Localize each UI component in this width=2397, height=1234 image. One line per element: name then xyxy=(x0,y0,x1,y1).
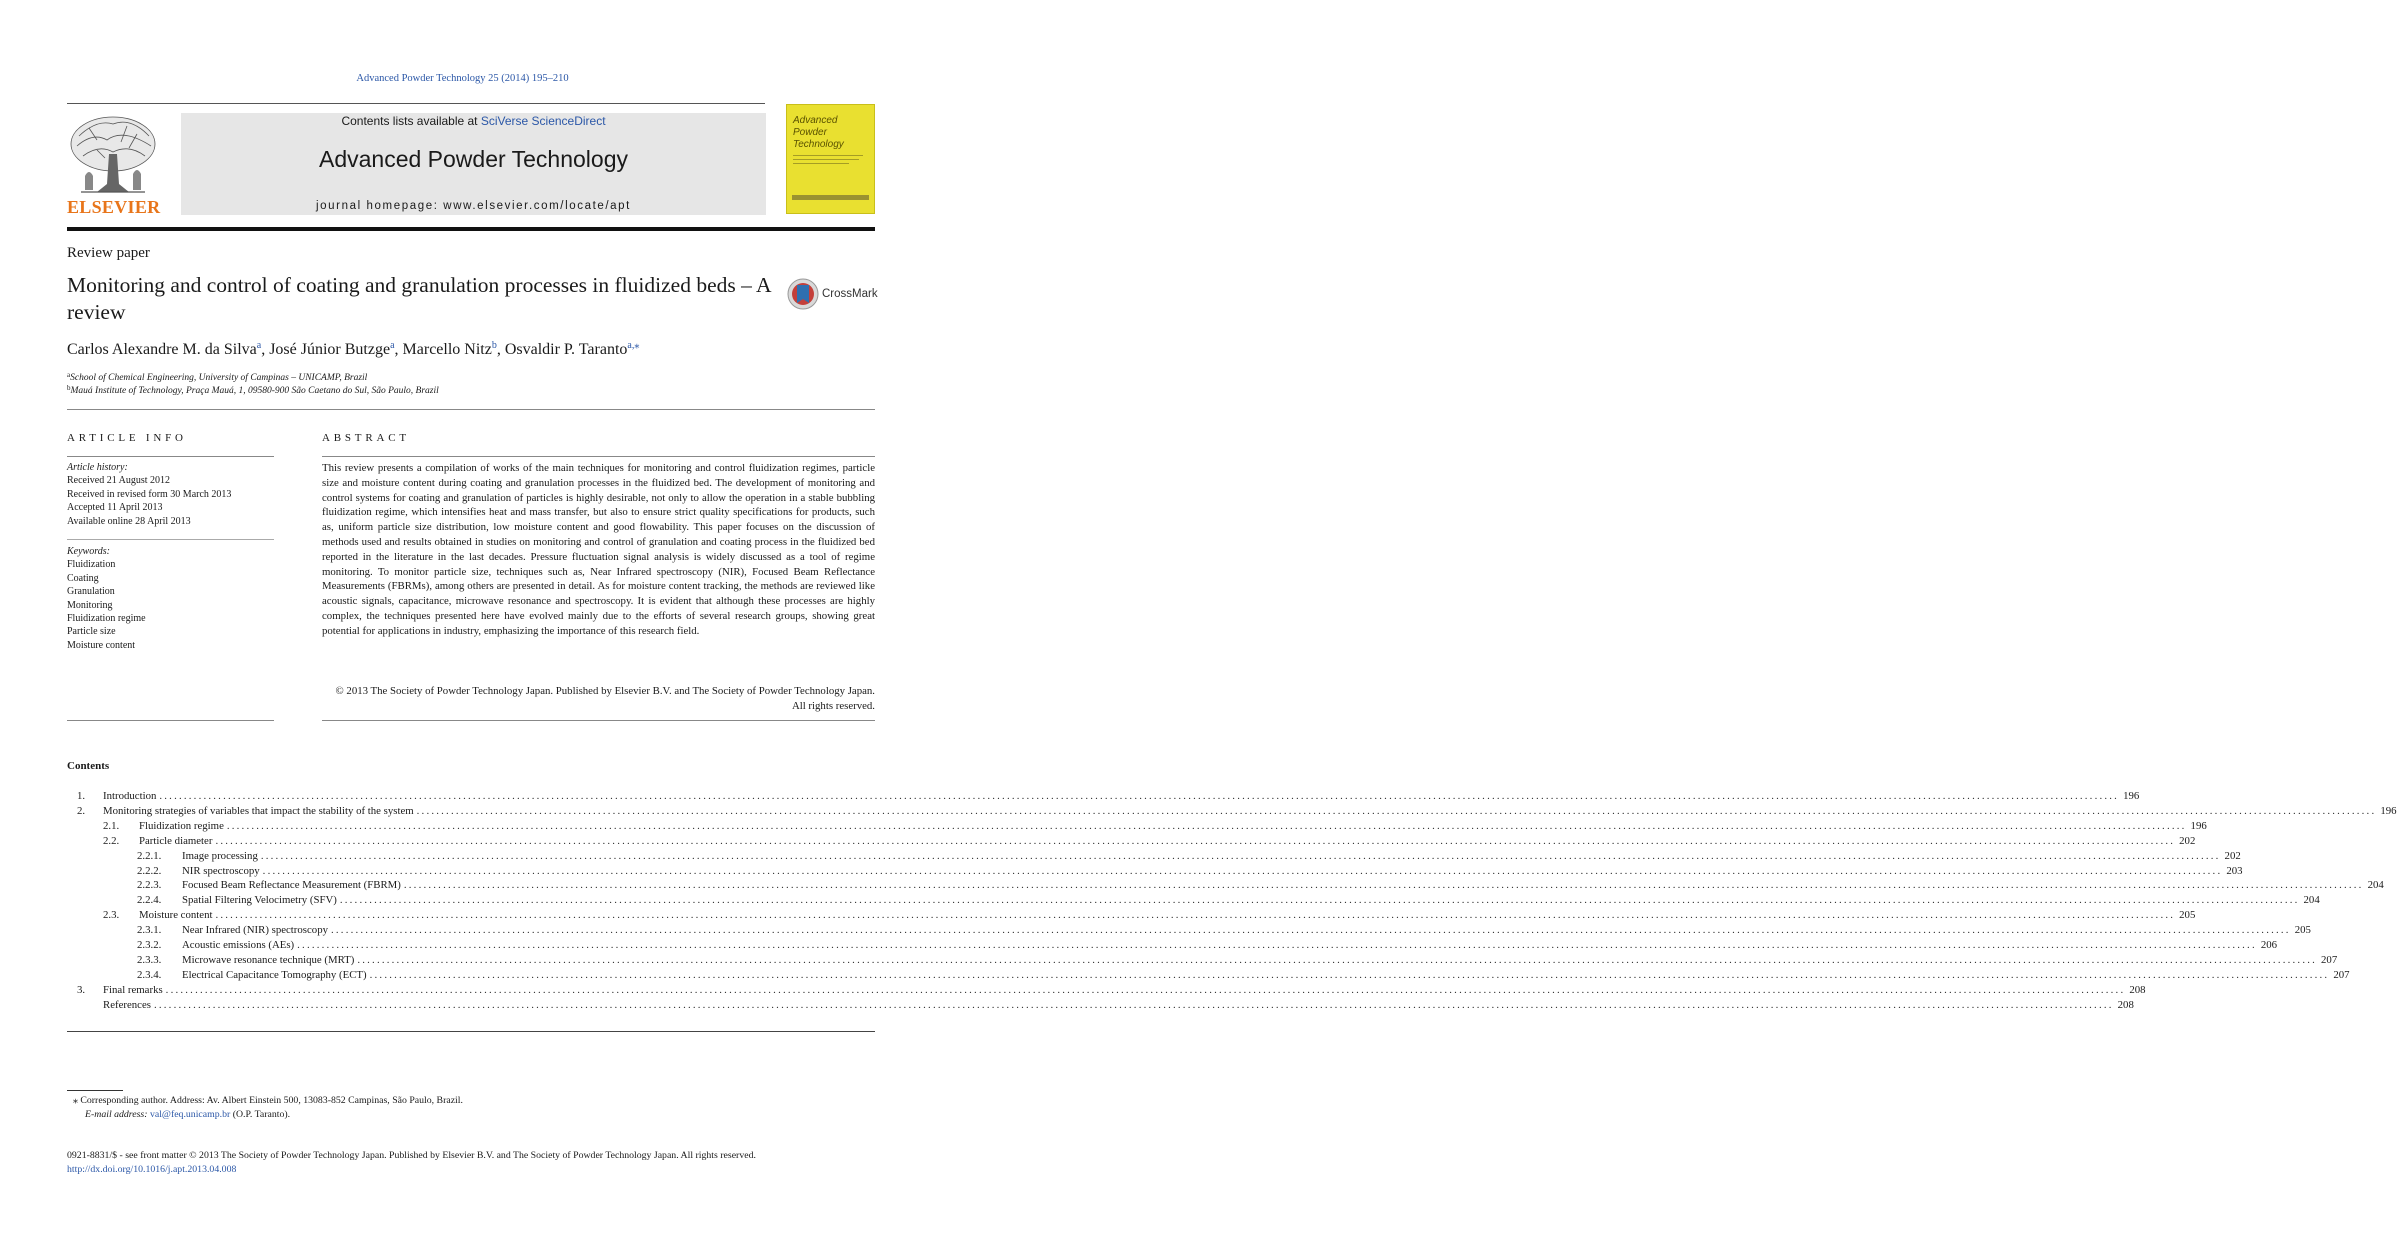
toc-entry-number: 2.3.3. xyxy=(137,953,162,966)
toc-entry-page[interactable]: 202 xyxy=(2179,834,2196,847)
author-affil-marker[interactable]: a xyxy=(390,340,395,351)
corresponding-author-footnote xyxy=(67,1094,487,1121)
author-name[interactable]: Osvaldir P. Taranto xyxy=(504,341,628,358)
toc-entry-number: 2.3.4. xyxy=(137,968,162,981)
keyword: Moisture content xyxy=(67,639,136,651)
footnote-rule xyxy=(67,1090,123,1091)
email-label: E-mail address: xyxy=(85,1108,148,1120)
toc-entry-title[interactable]: Fluidization regime xyxy=(139,819,227,834)
affiliation-text: Mauá Institute of Technology, Praça Mauá, 1, 09580-900 São Caetano do Sul, São Paulo, Brazil xyxy=(70,386,439,396)
toc-entry-title[interactable]: Acoustic emissions (AEs) xyxy=(182,938,297,953)
toc-leader-dots: ................................................................................................................................................................................................................................................................................................................................................................................................................ xyxy=(369,968,2330,981)
toc-entry-number: 2.2.4. xyxy=(137,894,162,907)
toc-entry-number: 2.2. xyxy=(103,834,120,847)
toc-leader-dots: ................................................................................................................................................................................................................................................................................................................................................................................................................ xyxy=(339,894,2300,907)
toc-entry-number: 2.3. xyxy=(103,909,120,922)
toc-entry-number: 2.1. xyxy=(103,819,120,832)
contents-available-line xyxy=(181,114,766,128)
keywords xyxy=(67,545,274,652)
crossmark-label[interactable]: CrossMark xyxy=(822,288,878,300)
toc-entry-number: 2.2.1. xyxy=(137,849,162,862)
toc-entry-number: 3. xyxy=(77,983,86,996)
toc-entry-page[interactable]: 207 xyxy=(2333,968,2350,981)
email-suffix: (O.P. Taranto). xyxy=(232,1108,291,1120)
toc-entry[interactable] xyxy=(137,864,2243,879)
toc-entry-title[interactable]: Monitoring strategies of variables that impact the stability of the system xyxy=(103,804,417,819)
abstract-copyright: © 2013 The Society of Powder Technology Japan. Published by Elsevier B.V. and The Society of Powder Technology Japan. All rights reserved. xyxy=(335,685,875,712)
abstract-rule xyxy=(322,456,875,457)
journal-cover-thumbnail xyxy=(786,104,875,214)
header-rule xyxy=(67,103,765,104)
toc-entry-page[interactable]: 203 xyxy=(2226,864,2243,877)
toc-leader-dots: ................................................................................................................................................................................................................................................................................................................................................................................................................ xyxy=(297,939,2257,951)
toc-entry-number: 2.2.3. xyxy=(137,879,162,892)
toc-leader-dots: ................................................................................................................................................................................................................................................................................................................................................................................................................ xyxy=(403,879,2364,892)
keyword: Coating xyxy=(67,572,99,584)
keyword: Fluidization xyxy=(67,559,116,571)
elsevier-logo-text: ELSEVIER xyxy=(67,197,161,217)
toc-entry-title[interactable]: Near Infrared (NIR) spectroscopy xyxy=(182,923,331,938)
affiliation-text: School of Chemical Engineering, University of Campinas – UNICAMP, Brazil xyxy=(70,373,368,383)
abstract-text: This review presents a compilation of works of the main techniques for monitoring and control fluidization regimes, particle size and moisture content during coating and granulation processes in the fluidized bed. The development of monitoring and control systems for coating and granulation of particles is highly desirable, not only to allow the operation in a stable bubbling fluidization regime, which intensifies heat and mass transfer, but also to ensure strict quality specifications for products, such as, uniform particle size distribution, low moisture content and good flowability. This paper focuses on the discussion of methods used and results obtained in studies on monitoring and control of granulation and coating process in the fluidized bed reported in the literature in the last decades. Pressure fluctuation signal analysis is widely discussed as a tool of regime monitoring. To monitor particle size, techniques such as, Near Infrared spectroscopy (NIR), Focused Beam Reflectance Measurements (FBRMs), among others are presented in detail. As for moisture content tracking, the methods are reviewed like acoustic signals, capacitance, microwave resonance and spectroscopy. It is evident that although these processes are highly complex, the techniques presented here have evolved mainly due to the efforts of several research groups, showing great potential for applications in industry, emphasizing the importance of this research field. xyxy=(322,462,875,637)
toc-entry[interactable] xyxy=(103,908,2196,923)
email-line xyxy=(67,1108,487,1122)
header-thick-rule xyxy=(67,227,875,231)
toc-entry[interactable] xyxy=(77,804,2397,819)
toc-entry[interactable] xyxy=(77,789,2140,804)
toc-entry-title[interactable]: Electrical Capacitance Tomography (ECT) xyxy=(182,968,370,983)
cover-text-line xyxy=(793,155,863,156)
paper-title: Monitoring and control of coating and granulation processes in fluidized beds – A review xyxy=(67,273,771,324)
affiliation-marker: b xyxy=(67,384,71,392)
cover-text-line xyxy=(793,163,849,164)
toc-leader-dots: ................................................................................................................................................................................................................................................................................................................................................................................................................ xyxy=(260,849,2221,862)
toc-entry-page[interactable]: 204 xyxy=(2303,894,2320,907)
article-info-rule xyxy=(67,456,274,457)
cover-bottom-bar xyxy=(792,195,869,200)
journal-homepage-link[interactable]: journal homepage: www.elsevier.com/locate/apt xyxy=(316,200,631,212)
contents-bottom-rule xyxy=(67,1031,875,1032)
history-entry: Accepted 11 April 2013 xyxy=(67,502,163,514)
email-link[interactable]: val@feq.unicamp.br xyxy=(149,1108,231,1120)
heading-divider xyxy=(67,409,875,410)
toc-entry-page[interactable]: 205 xyxy=(2294,924,2311,937)
toc-leader-dots: ................................................................................................................................................................................................................................................................................................................................................................................................................ xyxy=(357,953,2318,966)
toc-entry[interactable] xyxy=(137,893,2320,908)
toc-entry[interactable] xyxy=(137,968,2350,983)
cover-title-line: Powder xyxy=(793,127,827,138)
toc-entry-title[interactable]: References xyxy=(103,998,154,1013)
toc-leader-dots: ................................................................................................................................................................................................................................................................................................................................................................................................................ xyxy=(215,834,2176,847)
toc-leader-dots: ................................................................................................................................................................................................................................................................................................................................................................................................................ xyxy=(262,864,2223,877)
article-info-bottom-rule xyxy=(67,720,274,721)
history-entry: Received 21 August 2012 xyxy=(67,475,171,487)
footnote-marker: ⁎ xyxy=(73,1095,78,1106)
toc-leader-dots: ................................................................................................................................................................................................................................................................................................................................................................................................................ xyxy=(215,909,2176,922)
toc-leader-dots: ................................................................................................................................................................................................................................................................................................................................................................................................................ xyxy=(331,924,2291,937)
toc-entry-page[interactable]: 208 xyxy=(2129,983,2146,996)
toc-entry-number: 2. xyxy=(77,804,86,817)
author-list: Carlos Alexandre M. da Silva$^a$, José Júnior Butzge$^a$, Marcello Nitz$^b$, Osvaldir P. Taranto$^{a,⁎}$ xyxy=(67,340,640,358)
toc-entry-title[interactable]: Final remarks xyxy=(103,983,166,998)
toc-entry[interactable] xyxy=(137,878,2384,893)
toc-entry[interactable] xyxy=(137,953,2338,968)
keyword: Granulation xyxy=(67,586,115,598)
toc-entry-page[interactable]: 202 xyxy=(2224,849,2241,862)
affiliation-marker: a xyxy=(67,371,71,379)
toc-entry-page[interactable]: 196 xyxy=(2380,804,2397,817)
journal-title: Advanced Powder Technology xyxy=(318,146,628,172)
author-name[interactable]: José Júnior Butzge xyxy=(269,341,391,358)
toc-entry-page[interactable]: 207 xyxy=(2321,953,2338,966)
toc-entry[interactable] xyxy=(137,923,2311,938)
keywords-label: Keywords: xyxy=(67,546,110,557)
article-info-divider xyxy=(67,539,274,540)
toc-leader-dots: ................................................................................................................................................................................................................................................................................................................................................................................................................ xyxy=(165,983,2126,996)
toc-entry-title[interactable]: NIR spectroscopy xyxy=(182,864,263,879)
toc-entry-page[interactable]: 196 xyxy=(2123,790,2140,802)
toc-entry-page[interactable]: 208 xyxy=(2117,998,2134,1011)
keyword: Fluidization regime xyxy=(67,613,146,625)
cover-title xyxy=(793,115,844,151)
toc-leader-dots: ................................................................................................................................................................................................................................................................................................................................................................................................................ xyxy=(159,790,2120,802)
toc-entry[interactable] xyxy=(103,819,2207,834)
paper-type: Review paper xyxy=(67,245,150,261)
affiliation xyxy=(67,384,439,396)
toc-entry-title[interactable]: Focused Beam Reflectance Measurement (FBRM) xyxy=(182,878,404,893)
contents-heading: Contents xyxy=(67,760,110,772)
toc-entry-page[interactable]: 205 xyxy=(2179,909,2196,922)
toc-entry[interactable] xyxy=(103,834,2196,849)
toc-entry-title[interactable]: Microwave resonance technique (MRT) xyxy=(182,953,357,968)
keyword: Monitoring xyxy=(67,599,113,611)
doi-link[interactable]: http://dx.doi.org/10.1016/j.apt.2013.04.008 xyxy=(67,1163,237,1175)
toc-entry-page[interactable]: 206 xyxy=(2260,939,2278,951)
author-name[interactable]: Marcello Nitz xyxy=(402,341,492,358)
journal-banner xyxy=(181,113,766,215)
abstract-heading: ABSTRACT xyxy=(322,432,410,444)
toc-leader-dots: ................................................................................................................................................................................................................................................................................................................................................................................................................ xyxy=(153,998,2114,1011)
author-name[interactable]: Carlos Alexandre M. da Silva xyxy=(67,341,257,358)
journal-reference[interactable]: Advanced Powder Technology 25 (2014) 195–210 xyxy=(356,73,569,84)
cover-text-line xyxy=(793,159,859,160)
toc-leader-dots: ................................................................................................................................................................................................................................................................................................................................................................................................................ xyxy=(416,804,2377,817)
issn-line: 0921-8831/$ - see front matter © 2013 The Society of Powder Technology Japan. Published by Elsevier B.V. and The Society of Powder Technology Japan. All rights reserved. xyxy=(67,1150,756,1161)
toc-entry-title[interactable]: Introduction xyxy=(103,789,159,804)
article-info-heading: ARTICLE INFO xyxy=(67,432,187,444)
abstract-bottom-rule xyxy=(322,720,875,721)
history-label: Article history: xyxy=(67,462,128,473)
toc-entry-number: 2.3.2. xyxy=(137,939,162,951)
toc-entry-title[interactable]: Particle diameter xyxy=(139,834,215,849)
history-entry: Received in revised form 30 March 2013 xyxy=(67,488,232,500)
toc-entry-number: 2.2.2. xyxy=(137,864,162,877)
author-affil-marker[interactable]: a,⁎ xyxy=(627,340,640,351)
history-entry: Available online 28 April 2013 xyxy=(67,515,191,527)
toc-entry-page[interactable]: 204 xyxy=(2367,879,2384,892)
affiliation xyxy=(67,371,367,383)
toc-entry[interactable] xyxy=(77,983,2146,998)
toc-entry[interactable] xyxy=(103,998,2134,1013)
toc-entry[interactable] xyxy=(137,849,2241,864)
crossmark-icon[interactable] xyxy=(787,278,819,310)
toc-entry-number: 1. xyxy=(77,790,86,802)
toc-entry-number: 2.3.1. xyxy=(137,924,162,937)
cover-title-line: Advanced xyxy=(793,115,838,126)
elsevier-tree-logo xyxy=(67,114,159,196)
contents-prefix: Contents lists available at xyxy=(341,114,481,128)
toc-entry-title[interactable]: Spatial Filtering Velocimetry (SFV) xyxy=(182,893,340,908)
toc-entry-title[interactable]: Moisture content xyxy=(139,908,215,923)
sciencedirect-link[interactable]: SciVerse ScienceDirect xyxy=(480,114,606,128)
toc-entry-page[interactable]: 196 xyxy=(2190,819,2207,832)
corresponding-text: Corresponding author. Address: Av. Albert Einstein 500, 13083-852 Campinas, São Paulo, Brazil. xyxy=(80,1095,463,1106)
cover-title-line: Technology xyxy=(793,139,844,150)
author-affil-marker[interactable]: b xyxy=(491,340,497,351)
toc-entry[interactable] xyxy=(137,938,2278,953)
issn-copyright xyxy=(67,1149,877,1176)
toc-leader-dots: ................................................................................................................................................................................................................................................................................................................................................................................................................ xyxy=(226,819,2187,832)
article-history xyxy=(67,461,274,528)
toc-entry-title[interactable]: Image processing xyxy=(182,849,261,864)
author-affil-marker[interactable]: a xyxy=(256,340,262,351)
keyword: Particle size xyxy=(67,626,116,638)
